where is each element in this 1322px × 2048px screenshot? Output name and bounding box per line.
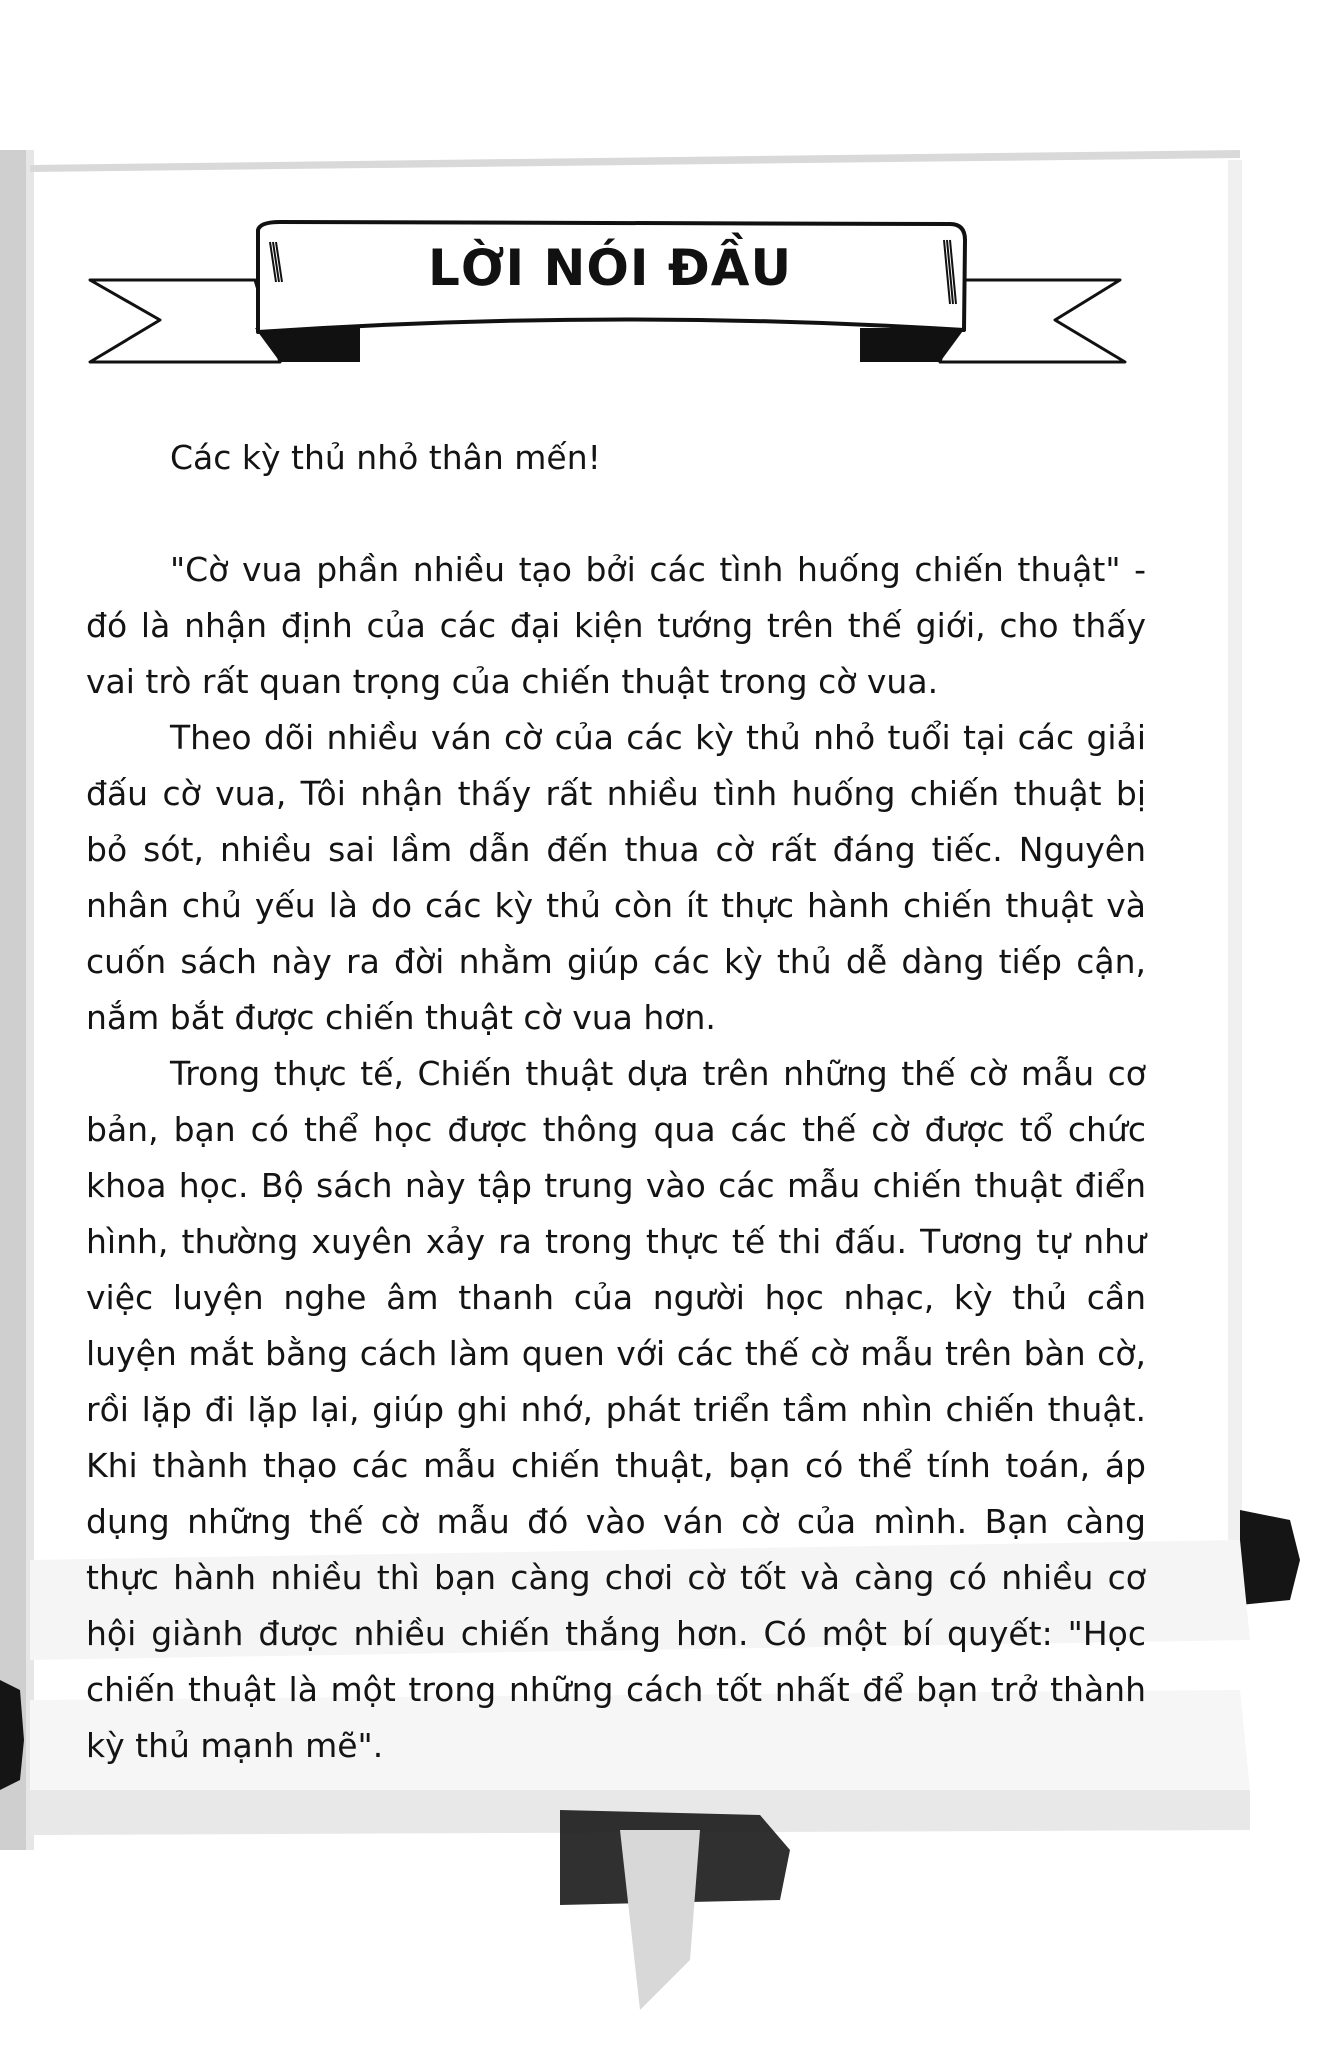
greeting: Các kỳ thủ nhỏ thân mến! xyxy=(170,438,601,477)
paragraph-1: "Cờ vua phần nhiều tạo bởi các tình huống chiến thuật" - đó là nhận định của các đại kiện tướng trên thế giới, cho thấy vai trò rất quan trọng của chiến thuật trong cờ vua. xyxy=(86,550,1146,701)
foreword-body xyxy=(86,430,1146,1774)
right-ribbon-tail xyxy=(1240,1510,1300,1605)
left-ribbon-tail xyxy=(0,1680,24,1790)
page-title: LỜI NÓI ĐẦU xyxy=(427,239,793,297)
paragraph-3: Trong thực tế, Chiến thuật dựa trên những thế cờ mẫu cơ bản, bạn có thể học được thông qua các thế cờ được tổ chức khoa học. Bộ sách này tập trung vào các mẫu chiến thuật điển hình, thường xuyên xảy ra trong thực tế thi đấu. Tương tự như việc luyện nghe âm thanh của người học nhạc, kỳ thủ cần luyện mắt bằng cách làm quen với các thế cờ mẫu trên bàn cờ, rồi lặp đi lặp lại, giúp ghi nhớ, phát triển tầm nhìn chiến thuật. Khi thành thạo các mẫu chiến thuật, bạn có thể tính toán, áp dụng những thế cờ mẫu đó vào ván cờ của mình. Bạn càng thực hành nhiều thì bạn càng chơi cờ tốt và càng có nhiều cơ hội giành được nhiều chiến thắng hơn. Có một bí quyết: "Học chiến thuật là một trong những cách tốt nhất để bạn trở thành kỳ thủ mạnh mẽ". xyxy=(86,1054,1146,1765)
paragraph-2: Theo dõi nhiều ván cờ của các kỳ thủ nhỏ tuổi tại các giải đấu cờ vua, Tôi nhận thấy rất nhiều tình huống chiến thuật bị bỏ sót, nhiều sai lầm dẫn đến thua cờ rất đáng tiếc. Nguyên nhân chủ yếu là do các kỳ thủ còn ít thực hành chiến thuật và cuốn sách này ra đời nhằm giúp các kỳ thủ dễ dàng tiếp cận, nắm bắt được chiến thuật cờ vua hơn. xyxy=(86,718,1146,1037)
